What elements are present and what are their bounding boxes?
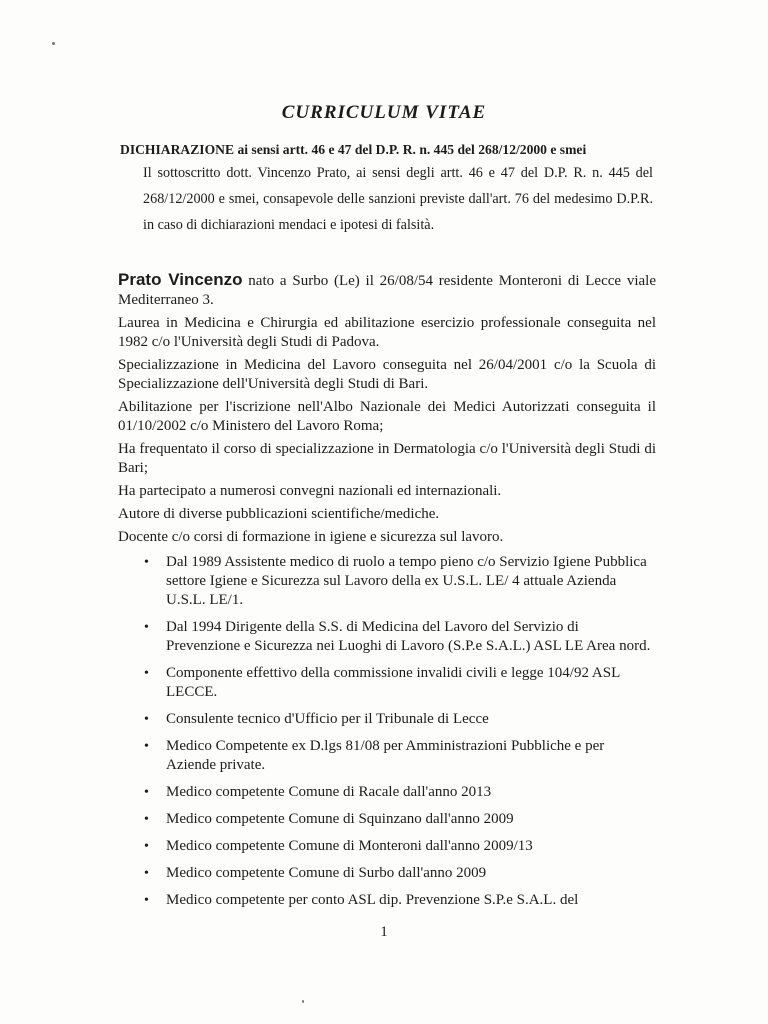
paragraph-dermatology: Ha frequentato il corso di specializzazione in Dermatologia c/o l'Università degli Studi di Bari;: [118, 441, 656, 476]
intro-paragraph: [118, 270, 656, 310]
list-item: [118, 664, 656, 702]
scan-speck: [52, 42, 55, 45]
paragraph-degree: Laurea in Medicina e Chirurgia ed abilitazione esercizio professionale conseguita nel 1982 c/o l'Università degli Studi di Padova.: [118, 315, 656, 350]
list-item-text: Medico competente Comune di Racale dall'anno 2013: [166, 784, 492, 800]
list-item: [118, 891, 656, 910]
experience-list: [118, 553, 656, 910]
bullet-icon: •: [144, 893, 149, 908]
paragraph-publications: Autore di diverse pubblicazioni scientifiche/mediche.: [118, 506, 440, 522]
person-name: Prato Vincenzo: [118, 270, 243, 289]
list-item-text: Medico competente Comune di Surbo dall'anno 2009: [166, 865, 487, 881]
list-item: [118, 737, 656, 775]
page-number: 1: [380, 924, 388, 940]
list-item-text: Medico Competente ex D.lgs 81/08 per Amministrazioni Pubbliche e per Aziende private.: [166, 738, 605, 773]
intro-text: nato a Surbo (Le) il 26/08/54 residente Monteroni di Lecce viale Mediterraneo 3.: [118, 273, 656, 308]
list-item-text: Medico competente per conto ASL dip. Prevenzione S.P.e S.A.L. del: [166, 892, 579, 908]
bullet-icon: •: [144, 555, 149, 570]
paragraph-conferences: Ha partecipato a numerosi convegni nazionali ed internazionali.: [118, 483, 502, 499]
scan-speck: [302, 1000, 304, 1003]
bullet-icon: •: [144, 620, 149, 635]
list-item: [118, 837, 656, 856]
document-title: CURRICULUM VITAE: [281, 102, 487, 123]
bullet-icon: •: [144, 712, 149, 727]
list-item-text: Consulente tecnico d'Ufficio per il Tribunale di Lecce: [166, 711, 489, 727]
list-item-text: Medico competente Comune di Monteroni dall'anno 2009/13: [166, 838, 533, 854]
list-item: [118, 618, 656, 656]
list-item-text: Medico competente Comune di Squinzano dall'anno 2009: [166, 811, 514, 827]
declaration-body: Il sottoscritto dott. Vincenzo Prato, ai sensi degli artt. 46 e 47 del D.P. R. n. 445 del 268/12/2000 e smei, consapevole delle sanzioni previste dall'art. 76 del medesimo D.P.R. in caso di dichiarazioni mendaci e ipotesi di falsità.: [143, 165, 653, 233]
paragraph-specialization: Specializzazione in Medicina del Lavoro conseguita nel 26/04/2001 c/o la Scuola di Specializzazione dell'Università degli Studi di Bari.: [118, 357, 656, 392]
list-item: [118, 710, 656, 729]
bullet-icon: •: [144, 666, 149, 681]
declaration-heading: DICHIARAZIONE ai sensi artt. 46 e 47 del D.P. R. n. 445 del 268/12/2000 e smei: [120, 142, 587, 157]
paragraph-qualification: Abilitazione per l'iscrizione nell'Albo Nazionale dei Medici Autorizzati conseguita il 01/10/2002 c/o Ministero del Lavoro Roma;: [118, 399, 656, 434]
list-item-text: Dal 1989 Assistente medico di ruolo a tempo pieno c/o Servizio Igiene Pubblica settore Igiene e Sicurezza sul Lavoro della ex U.S.L. LE/ 4 attuale Azienda U.S.L. LE/1.: [166, 554, 647, 608]
bullet-icon: •: [144, 739, 149, 754]
paragraph-teaching: Docente c/o corsi di formazione in igiene e sicurezza sul lavoro.: [118, 529, 504, 545]
cv-body: [118, 270, 656, 918]
list-item: [118, 553, 656, 610]
list-item: [118, 810, 656, 829]
bullet-icon: •: [144, 812, 149, 827]
list-item-text: Componente effettivo della commissione invalidi civili e legge 104/92 ASL LECCE.: [166, 665, 620, 700]
bullet-icon: •: [144, 866, 149, 881]
list-item: [118, 783, 656, 802]
bullet-icon: •: [144, 785, 149, 800]
list-item-text: Dal 1994 Dirigente della S.S. di Medicina del Lavoro del Servizio di Prevenzione e Sicurezza nei Luoghi di Lavoro (S.P.e S.A.L.) ASL LE Area nord.: [166, 619, 651, 654]
bullet-icon: •: [144, 839, 149, 854]
list-item: [118, 864, 656, 883]
